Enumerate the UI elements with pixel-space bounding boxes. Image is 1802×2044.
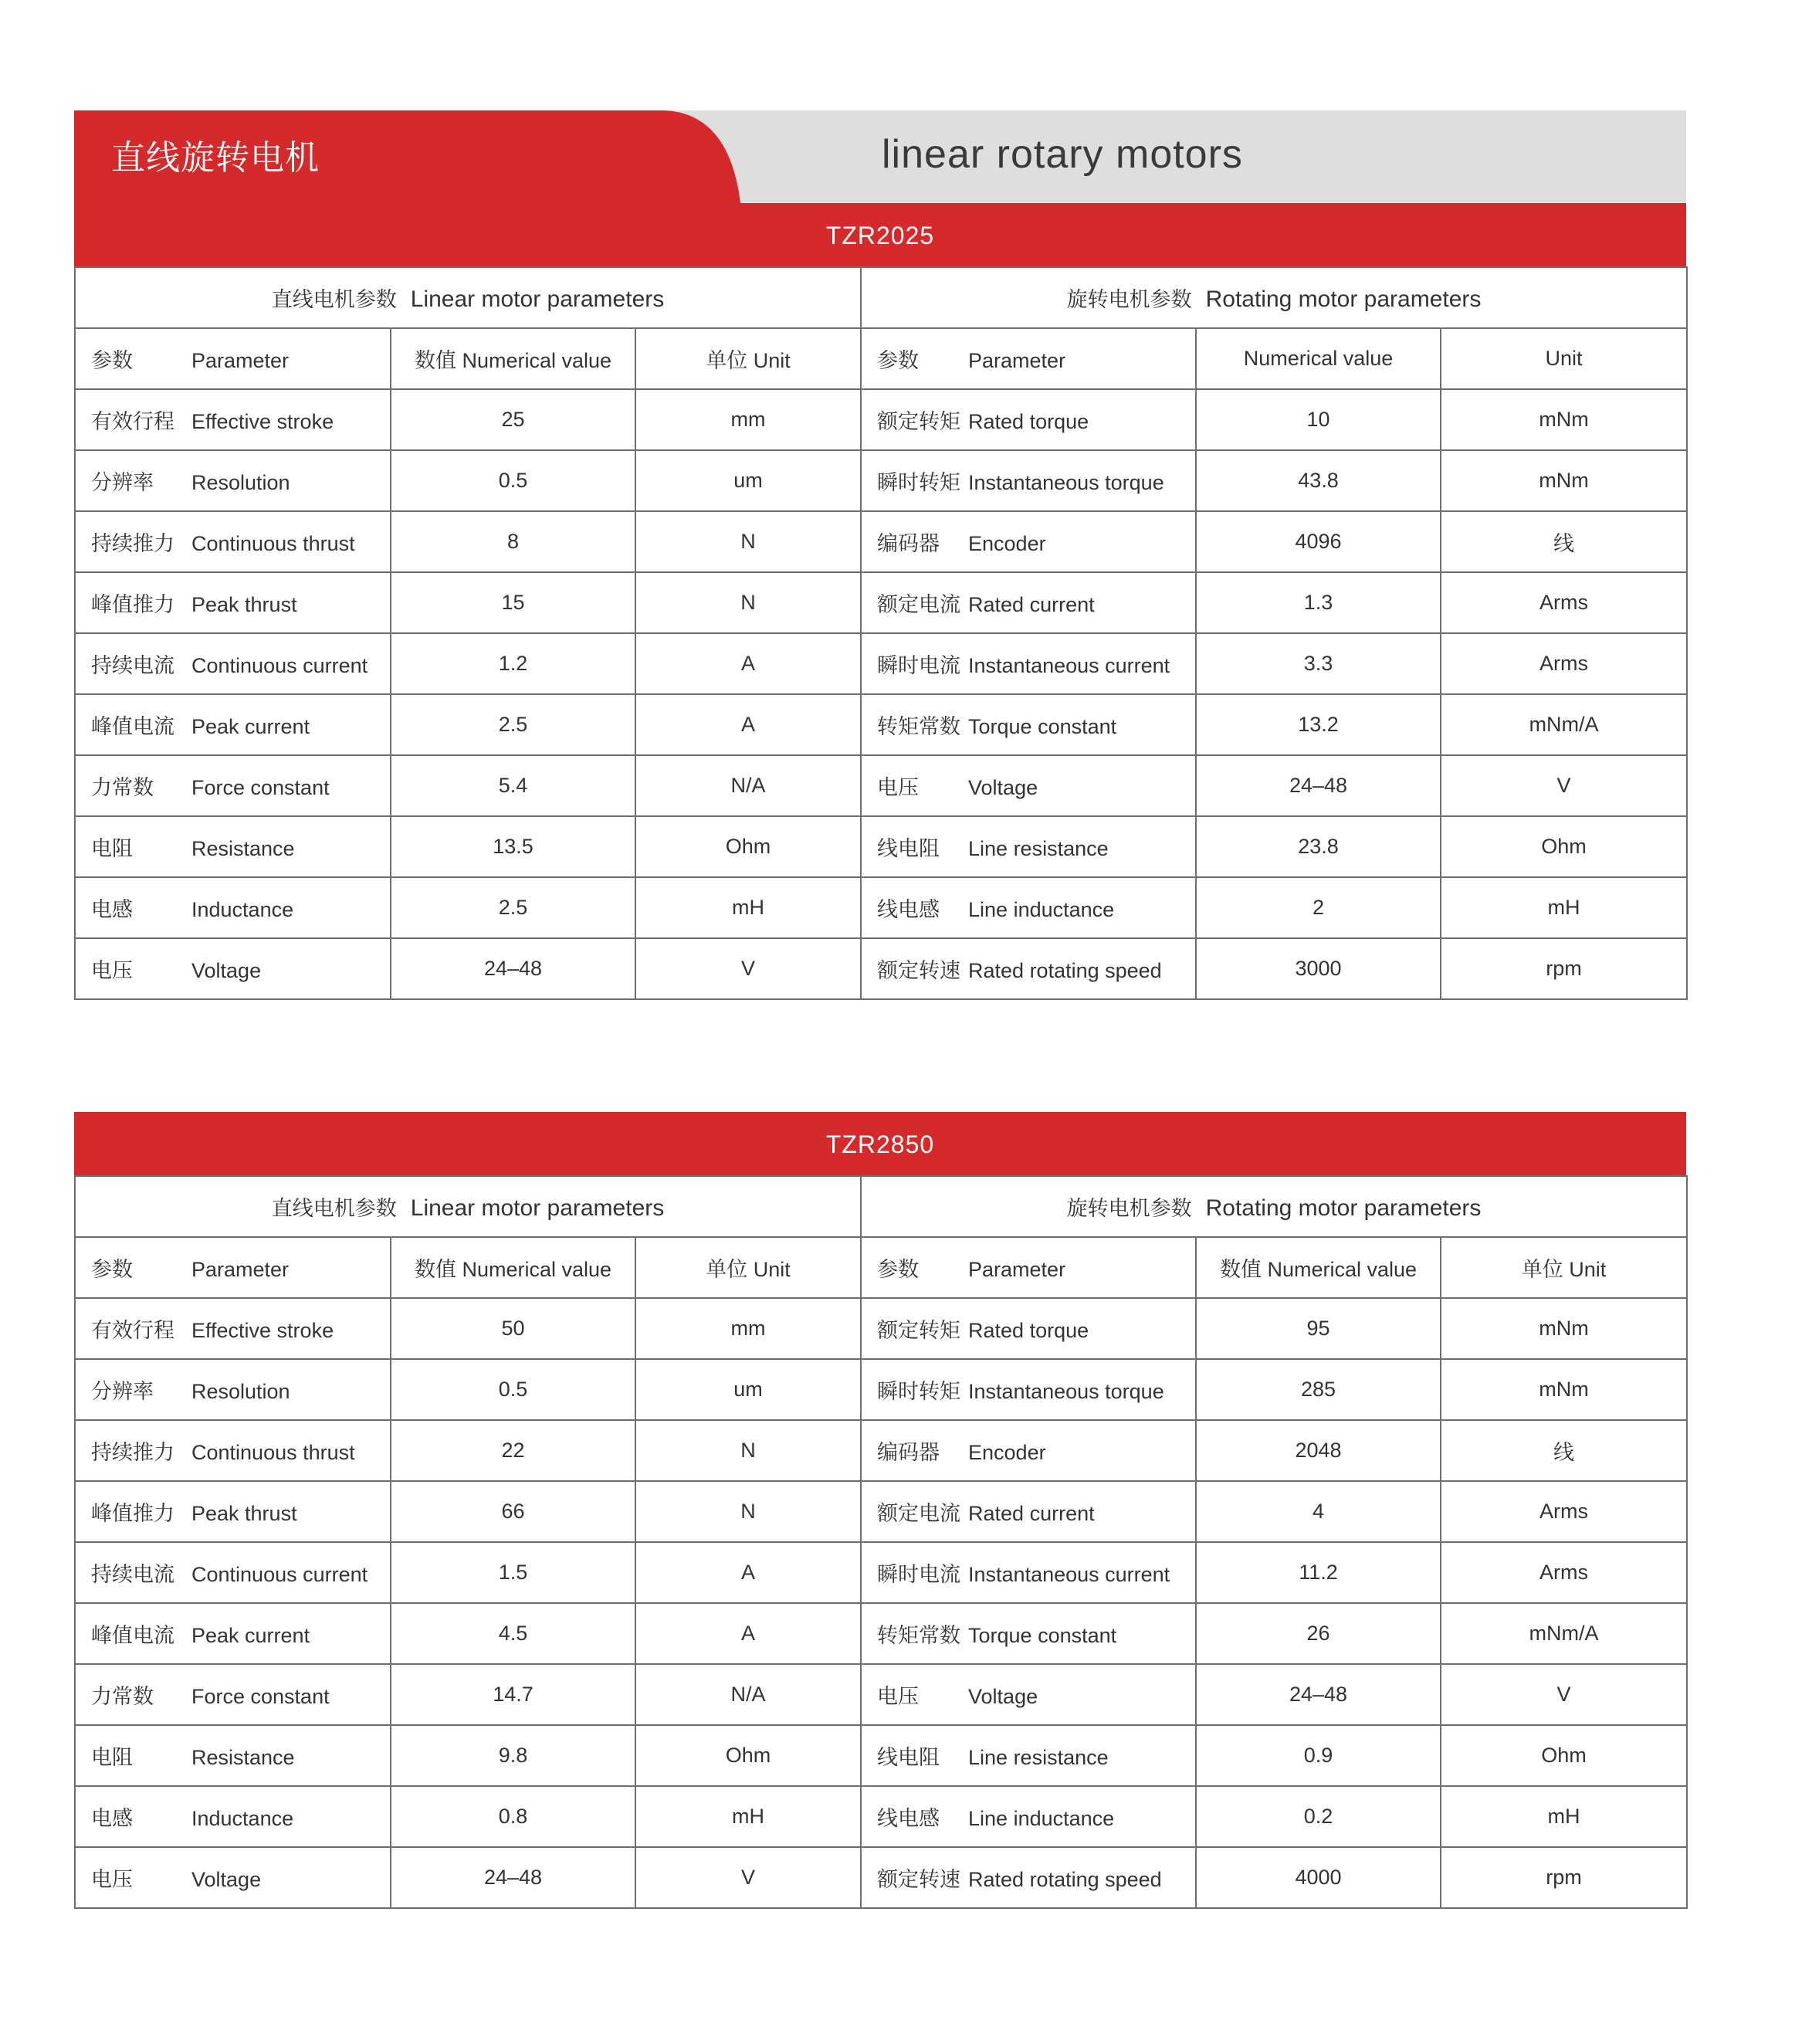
rotating-group-header (861, 267, 1687, 328)
linear-value: 1.2 (391, 633, 635, 694)
rotating-group-cn: 旋转电机参数 (1066, 1197, 1192, 1220)
parameter-en: Line resistance (968, 1746, 1109, 1769)
rotating-unit: mNm (1441, 1359, 1687, 1420)
model-title: TZR2850 (74, 1112, 1686, 1175)
column-header-row (75, 328, 1687, 389)
linear-unit: A (635, 1542, 861, 1603)
rotating-unit: V (1441, 1664, 1687, 1725)
linear-unit: N (635, 1481, 861, 1542)
linear-parameter (75, 1664, 391, 1725)
parameter-cn: 峰值电流 (91, 715, 174, 738)
parameter-cn: 额定电流 (877, 593, 961, 616)
parameter-cn: 编码器 (877, 532, 940, 555)
parameter-en: Inductance (191, 898, 294, 921)
table-row (75, 450, 1687, 511)
parameter-cn: 转矩常数 (877, 715, 961, 738)
parameter-en: Rated rotating speed (968, 1868, 1162, 1891)
rotating-parameter (861, 450, 1196, 511)
linear-unit: A (635, 1603, 861, 1664)
table-row (75, 694, 1687, 755)
linear-value: 0.5 (391, 450, 635, 511)
linear-parameter (75, 389, 391, 450)
rotating-parameter (861, 1420, 1196, 1481)
header-rotating-unit: Unit (1441, 328, 1687, 389)
linear-value: 8 (391, 511, 635, 572)
rotating-value: 285 (1196, 1359, 1441, 1420)
parameter-en: Rated torque (968, 1319, 1089, 1342)
parameter-en: Line inductance (968, 1807, 1115, 1830)
linear-group-en: Linear motor parameters (410, 286, 665, 312)
linear-group-cn: 直线电机参数 (271, 1197, 397, 1220)
rotating-value: 4 (1196, 1481, 1441, 1542)
parameter-en: Instantaneous current (968, 654, 1170, 677)
rotating-unit: Arms (1441, 633, 1687, 694)
rotating-unit: Ohm (1441, 816, 1687, 877)
header-rotating-parameter (861, 328, 1196, 389)
rotating-parameter (861, 877, 1196, 938)
linear-value: 0.5 (391, 1359, 635, 1420)
rotating-unit: mNm/A (1441, 1603, 1687, 1664)
rotating-value: 26 (1196, 1603, 1441, 1664)
linear-parameter (75, 694, 391, 755)
title-banner (74, 110, 1686, 203)
linear-unit: N (635, 1420, 861, 1481)
table-row (75, 1603, 1687, 1664)
rotating-value: 4000 (1196, 1847, 1441, 1908)
parameter-cn: 额定电流 (877, 1502, 961, 1525)
rotating-parameter (861, 1481, 1196, 1542)
linear-parameter (75, 1847, 391, 1908)
linear-unit: A (635, 633, 861, 694)
rotating-value: 13.2 (1196, 694, 1441, 755)
rotating-unit: mNm (1441, 450, 1687, 511)
table-row (75, 1420, 1687, 1481)
rotating-value: 0.9 (1196, 1725, 1441, 1786)
rotating-unit: Ohm (1441, 1725, 1687, 1786)
header-en: Parameter (968, 1258, 1066, 1281)
rotating-parameter (861, 1603, 1196, 1664)
linear-value: 13.5 (391, 816, 635, 877)
parameter-en: Rated current (968, 593, 1095, 616)
group-header-row (75, 267, 1687, 328)
parameter-en: Torque constant (968, 715, 1117, 738)
linear-group-header (75, 267, 861, 328)
model-title: TZR2025 (74, 203, 1686, 266)
parameter-cn: 力常数 (91, 1685, 154, 1708)
linear-parameter (75, 511, 391, 572)
parameter-cn: 线电阻 (877, 1746, 940, 1769)
linear-unit: N/A (635, 1664, 861, 1725)
parameter-en: Rated rotating speed (968, 959, 1162, 982)
parameter-en: Peak current (191, 715, 310, 738)
parameter-en: Encoder (968, 1441, 1046, 1464)
banner-title-cn: 直线旋转电机 (111, 139, 320, 177)
linear-value: 9.8 (391, 1725, 635, 1786)
rotating-parameter (861, 572, 1196, 633)
linear-parameter (75, 1725, 391, 1786)
linear-value: 24–48 (391, 938, 635, 999)
linear-parameter (75, 1298, 391, 1359)
parameter-cn: 电压 (91, 1868, 133, 1891)
table-row (75, 1298, 1687, 1359)
linear-value: 14.7 (391, 1664, 635, 1725)
parameter-cn: 转矩常数 (877, 1624, 961, 1647)
linear-unit: N (635, 572, 861, 633)
parameter-cn: 瞬时电流 (877, 1563, 961, 1586)
table-row (75, 389, 1687, 450)
rotating-value: 43.8 (1196, 450, 1441, 511)
table-row (75, 1786, 1687, 1847)
rotating-unit: 线 (1441, 1420, 1687, 1481)
parameter-cn: 瞬时转矩 (877, 471, 961, 494)
header-en: Parameter (191, 349, 290, 372)
rotating-parameter (861, 816, 1196, 877)
parameter-en: Rated current (968, 1502, 1095, 1525)
parameter-en: Instantaneous torque (968, 1380, 1164, 1403)
table-row (75, 1542, 1687, 1603)
rotating-parameter (861, 1664, 1196, 1725)
product-block-tzr2025 (74, 203, 1686, 1000)
linear-unit: mm (635, 389, 861, 450)
rotating-parameter (861, 1725, 1196, 1786)
rotating-group-header (861, 1176, 1687, 1237)
parameter-en: Peak current (191, 1624, 310, 1647)
parameter-en: Inductance (191, 1807, 294, 1830)
linear-value: 25 (391, 389, 635, 450)
header-cn: 参数 (91, 1258, 133, 1281)
parameter-cn: 额定转速 (877, 959, 961, 982)
linear-value: 22 (391, 1420, 635, 1481)
parameter-en: Line inductance (968, 898, 1115, 921)
linear-value: 4.5 (391, 1603, 635, 1664)
rotating-group-cn: 旋转电机参数 (1066, 288, 1192, 311)
parameter-cn: 电压 (877, 1685, 920, 1708)
parameter-cn: 额定转矩 (877, 1319, 961, 1342)
header-cn: 参数 (877, 1258, 920, 1281)
rotating-group-en: Rotating motor parameters (1205, 1195, 1482, 1221)
rotating-parameter (861, 633, 1196, 694)
rotating-unit: V (1441, 755, 1687, 816)
parameter-cn: 瞬时电流 (877, 654, 961, 677)
rotating-parameter (861, 694, 1196, 755)
group-header-row (75, 1176, 1687, 1237)
linear-parameter (75, 572, 391, 633)
linear-parameter (75, 877, 391, 938)
parameter-cn: 有效行程 (91, 410, 174, 433)
parameter-en: Peak thrust (191, 1502, 297, 1525)
linear-parameter (75, 450, 391, 511)
rotating-unit: mNm/A (1441, 694, 1687, 755)
linear-unit: mH (635, 1786, 861, 1847)
linear-unit: V (635, 1847, 861, 1908)
parameter-cn: 力常数 (91, 776, 154, 799)
spec-table (74, 266, 1688, 1000)
linear-parameter (75, 816, 391, 877)
parameter-en: Resolution (191, 1380, 290, 1403)
parameter-en: Continuous thrust (191, 1441, 355, 1464)
parameter-en: Peak thrust (191, 593, 297, 616)
linear-parameter (75, 938, 391, 999)
table-row (75, 1725, 1687, 1786)
linear-parameter (75, 1542, 391, 1603)
rotating-parameter (861, 1786, 1196, 1847)
parameter-en: Instantaneous torque (968, 471, 1164, 494)
rotating-value: 3.3 (1196, 633, 1441, 694)
rotating-unit: mH (1441, 877, 1687, 938)
rotating-parameter (861, 1542, 1196, 1603)
linear-unit: A (635, 694, 861, 755)
rotating-parameter (861, 389, 1196, 450)
parameter-en: Instantaneous current (968, 1563, 1170, 1586)
linear-value: 2.5 (391, 694, 635, 755)
parameter-en: Continuous current (191, 1563, 368, 1586)
linear-group-header (75, 1176, 861, 1237)
header-linear-parameter (75, 1237, 391, 1298)
parameter-cn: 编码器 (877, 1441, 940, 1464)
header-cn: 参数 (91, 349, 133, 372)
rotating-unit: rpm (1441, 938, 1687, 999)
table-row (75, 1481, 1687, 1542)
table-row (75, 633, 1687, 694)
linear-unit: Ohm (635, 1725, 861, 1786)
parameter-en: Voltage (968, 1685, 1038, 1708)
table-row (75, 572, 1687, 633)
rotating-parameter (861, 1298, 1196, 1359)
header-linear-parameter (75, 328, 391, 389)
rotating-value: 2048 (1196, 1420, 1441, 1481)
product-block-tzr2850 (74, 1112, 1686, 1909)
rotating-value: 24–48 (1196, 755, 1441, 816)
table-row (75, 511, 1687, 572)
header-cn: 参数 (877, 349, 920, 372)
parameter-en: Voltage (191, 959, 262, 982)
linear-parameter (75, 1786, 391, 1847)
header-linear-unit: 单位 Unit (635, 1237, 861, 1298)
linear-value: 5.4 (391, 755, 635, 816)
rotating-unit: Arms (1441, 1481, 1687, 1542)
parameter-en: Line resistance (968, 837, 1109, 860)
rotating-parameter (861, 511, 1196, 572)
header-rotating-value: Numerical value (1196, 328, 1441, 389)
linear-unit: N/A (635, 755, 861, 816)
linear-parameter (75, 1603, 391, 1664)
linear-parameter (75, 1359, 391, 1420)
header-rotating-value: 数值 Numerical value (1196, 1237, 1441, 1298)
rotating-value: 24–48 (1196, 1664, 1441, 1725)
rotating-value: 4096 (1196, 511, 1441, 572)
table-row (75, 755, 1687, 816)
rotating-value: 11.2 (1196, 1542, 1441, 1603)
rotating-value: 23.8 (1196, 816, 1441, 877)
parameter-cn: 持续电流 (91, 654, 174, 677)
linear-unit: um (635, 450, 861, 511)
parameter-en: Resistance (191, 1746, 295, 1769)
parameter-cn: 电阻 (91, 1746, 133, 1769)
table-row (75, 877, 1687, 938)
parameter-cn: 峰值推力 (91, 1502, 174, 1525)
header-linear-unit: 单位 Unit (635, 328, 861, 389)
parameter-cn: 线电阻 (877, 837, 940, 860)
rotating-unit: mH (1441, 1786, 1687, 1847)
linear-group-cn: 直线电机参数 (271, 288, 397, 311)
header-en: Parameter (191, 1258, 290, 1281)
table-row (75, 938, 1687, 999)
parameter-en: Voltage (968, 776, 1038, 799)
header-en: Parameter (968, 349, 1066, 372)
linear-value: 0.8 (391, 1786, 635, 1847)
parameter-cn: 电压 (91, 959, 133, 982)
parameter-en: Effective stroke (191, 1319, 334, 1342)
parameter-cn: 电压 (877, 776, 920, 799)
linear-unit: V (635, 938, 861, 999)
rotating-parameter (861, 755, 1196, 816)
linear-value: 66 (391, 1481, 635, 1542)
parameter-cn: 额定转速 (877, 1868, 961, 1891)
rotating-unit: 线 (1441, 511, 1687, 572)
linear-unit: N (635, 511, 861, 572)
linear-group-en: Linear motor parameters (410, 1195, 665, 1221)
rotating-unit: Arms (1441, 572, 1687, 633)
rotating-group-en: Rotating motor parameters (1205, 286, 1482, 312)
rotating-value: 2 (1196, 877, 1441, 938)
parameter-cn: 电阻 (91, 837, 133, 860)
parameter-cn: 持续电流 (91, 1563, 174, 1586)
parameter-en: Rated torque (968, 410, 1089, 433)
linear-value: 15 (391, 572, 635, 633)
linear-unit: mH (635, 877, 861, 938)
linear-unit: um (635, 1359, 861, 1420)
parameter-en: Resolution (191, 471, 290, 494)
table-row (75, 1847, 1687, 1908)
parameter-cn: 持续推力 (91, 1441, 174, 1464)
linear-unit: mm (635, 1298, 861, 1359)
spec-table (74, 1175, 1688, 1909)
parameter-cn: 峰值电流 (91, 1624, 174, 1647)
rotating-value: 10 (1196, 389, 1441, 450)
header-rotating-unit: 单位 Unit (1441, 1237, 1687, 1298)
rotating-unit: Arms (1441, 1542, 1687, 1603)
parameter-cn: 线电感 (877, 898, 940, 921)
parameter-cn: 峰值推力 (91, 593, 174, 616)
rotating-unit: mNm (1441, 1298, 1687, 1359)
parameter-cn: 电感 (91, 1807, 133, 1830)
parameter-cn: 线电感 (877, 1807, 940, 1830)
rotating-unit: rpm (1441, 1847, 1687, 1908)
linear-value: 24–48 (391, 1847, 635, 1908)
linear-unit: Ohm (635, 816, 861, 877)
parameter-en: Continuous current (191, 654, 368, 677)
parameter-cn: 分辨率 (91, 1380, 154, 1403)
banner-title-en: linear rotary motors (882, 132, 1243, 177)
linear-value: 1.5 (391, 1542, 635, 1603)
parameter-en: Force constant (191, 1685, 330, 1708)
parameter-en: Torque constant (968, 1624, 1117, 1647)
rotating-value: 3000 (1196, 938, 1441, 999)
table-row (75, 816, 1687, 877)
rotating-parameter (861, 1847, 1196, 1908)
parameter-en: Encoder (968, 532, 1046, 555)
rotating-value: 0.2 (1196, 1786, 1441, 1847)
linear-value: 2.5 (391, 877, 635, 938)
linear-parameter (75, 633, 391, 694)
parameter-cn: 电感 (91, 898, 133, 921)
parameter-en: Effective stroke (191, 410, 334, 433)
linear-value: 50 (391, 1298, 635, 1359)
parameter-cn: 额定转矩 (877, 410, 961, 433)
parameter-cn: 持续推力 (91, 532, 174, 555)
table-row (75, 1359, 1687, 1420)
parameter-cn: 有效行程 (91, 1319, 174, 1342)
parameter-en: Force constant (191, 776, 330, 799)
parameter-en: Resistance (191, 837, 295, 860)
column-header-row (75, 1237, 1687, 1298)
parameter-cn: 瞬时转矩 (877, 1380, 961, 1403)
rotating-value: 95 (1196, 1298, 1441, 1359)
rotating-parameter (861, 938, 1196, 999)
table-row (75, 1664, 1687, 1725)
rotating-value: 1.3 (1196, 572, 1441, 633)
linear-parameter (75, 1420, 391, 1481)
header-linear-value: 数值 Numerical value (391, 1237, 635, 1298)
rotating-unit: mNm (1441, 389, 1687, 450)
header-rotating-parameter (861, 1237, 1196, 1298)
header-linear-value: 数值 Numerical value (391, 328, 635, 389)
rotating-parameter (861, 1359, 1196, 1420)
linear-parameter (75, 755, 391, 816)
parameter-en: Continuous thrust (191, 532, 355, 555)
parameter-cn: 分辨率 (91, 471, 154, 494)
parameter-en: Voltage (191, 1868, 262, 1891)
linear-parameter (75, 1481, 391, 1542)
